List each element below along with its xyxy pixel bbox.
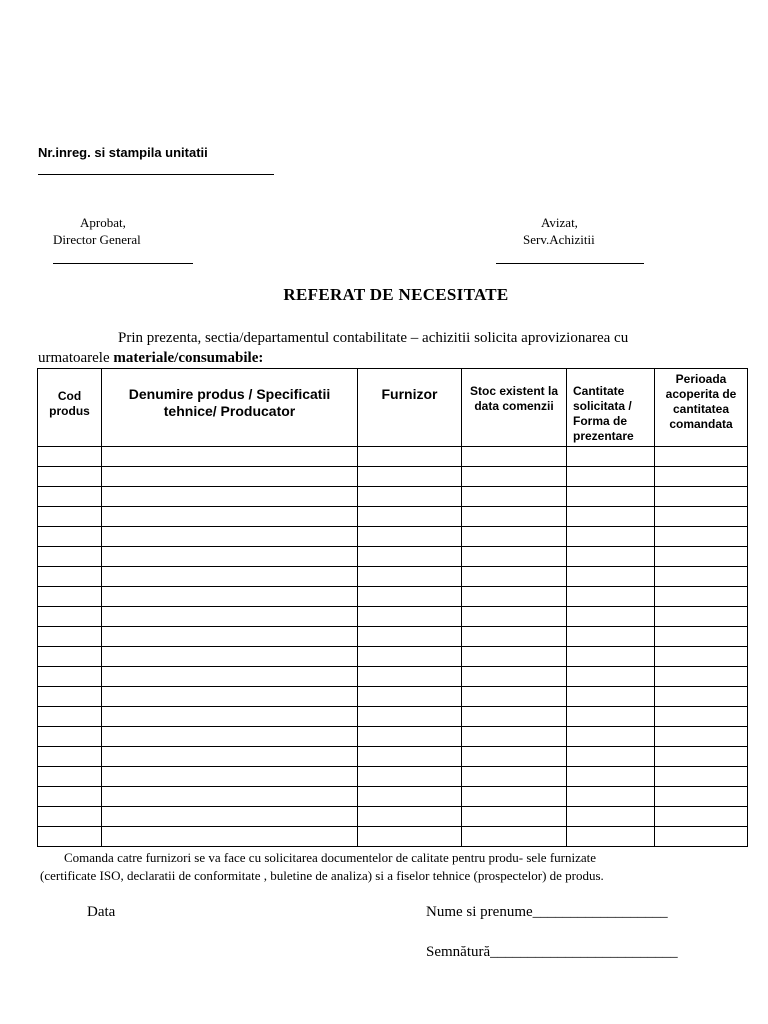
table-cell[interactable] — [462, 767, 567, 787]
table-row — [38, 727, 748, 747]
table-cell[interactable] — [358, 767, 462, 787]
table-cell[interactable] — [358, 527, 462, 547]
intro-line-2-prefix: urmatoarele — [38, 350, 114, 366]
table-cell[interactable] — [655, 447, 748, 467]
date-label: Data — [87, 904, 116, 920]
table-cell[interactable] — [462, 627, 567, 647]
table-header-row — [38, 369, 748, 447]
table-cell[interactable] — [567, 807, 655, 827]
table-cell[interactable] — [102, 607, 358, 627]
table-cell[interactable] — [567, 727, 655, 747]
signature-field-label: Semnătură_________________________ — [426, 944, 678, 960]
table-cell[interactable] — [655, 827, 748, 847]
table-cell[interactable] — [655, 547, 748, 567]
table-cell[interactable] — [102, 647, 358, 667]
table-cell[interactable] — [655, 747, 748, 767]
table-row — [38, 487, 748, 507]
table-row — [38, 767, 748, 787]
table-cell[interactable] — [102, 567, 358, 587]
table-cell[interactable] — [358, 787, 462, 807]
table-cell[interactable] — [102, 627, 358, 647]
table-cell[interactable] — [567, 607, 655, 627]
table-cell[interactable] — [102, 787, 358, 807]
table-cell[interactable] — [102, 747, 358, 767]
table-cell[interactable] — [462, 567, 567, 587]
table-cell[interactable] — [358, 747, 462, 767]
table-cell[interactable] — [102, 487, 358, 507]
table-cell[interactable] — [655, 467, 748, 487]
table-cell[interactable] — [38, 727, 102, 747]
table-cell[interactable] — [567, 747, 655, 767]
table-cell[interactable] — [567, 467, 655, 487]
table-cell[interactable] — [38, 547, 102, 567]
table-cell[interactable] — [462, 587, 567, 607]
column-header-code: Cod produs — [38, 369, 102, 447]
table-cell[interactable] — [38, 707, 102, 727]
table-cell[interactable] — [567, 507, 655, 527]
table-cell[interactable] — [655, 687, 748, 707]
table-cell[interactable] — [462, 807, 567, 827]
intro-line-2 — [38, 350, 263, 367]
table-cell[interactable] — [655, 707, 748, 727]
table-cell[interactable] — [102, 767, 358, 787]
table-cell[interactable] — [38, 787, 102, 807]
endorsed-label: Avizat, — [541, 215, 578, 230]
column-header-quantity: Cantitate solicitata / Forma de prezentare — [567, 369, 655, 447]
table-row — [38, 647, 748, 667]
table-cell[interactable] — [102, 807, 358, 827]
table-cell[interactable] — [655, 567, 748, 587]
table-cell[interactable] — [38, 807, 102, 827]
table-cell[interactable] — [38, 827, 102, 847]
table-cell[interactable] — [358, 727, 462, 747]
table-cell[interactable] — [567, 687, 655, 707]
table-cell[interactable] — [38, 467, 102, 487]
name-field-label: Nume si prenume__________________ — [426, 904, 668, 920]
table-cell[interactable] — [655, 787, 748, 807]
table-cell[interactable] — [567, 527, 655, 547]
column-header-period: Perioada acoperita de cantitatea comandata — [655, 369, 748, 447]
table-row — [38, 827, 748, 847]
table-cell[interactable] — [38, 587, 102, 607]
table-row — [38, 627, 748, 647]
table-cell[interactable] — [655, 487, 748, 507]
table-cell[interactable] — [38, 647, 102, 667]
table-cell[interactable] — [358, 667, 462, 687]
table-cell[interactable] — [567, 567, 655, 587]
registration-label: Nr.inreg. si stampila unitatii — [38, 145, 208, 160]
table-cell[interactable] — [38, 567, 102, 587]
table-cell[interactable] — [38, 667, 102, 687]
table-cell[interactable] — [655, 727, 748, 747]
table-cell[interactable] — [462, 687, 567, 707]
table-cell[interactable] — [38, 627, 102, 647]
table-cell[interactable] — [567, 707, 655, 727]
table-cell[interactable] — [567, 627, 655, 647]
table-cell[interactable] — [567, 767, 655, 787]
intro-line-2-bold: materiale/consumabile: — [113, 350, 264, 366]
table-cell[interactable] — [462, 527, 567, 547]
approved-label: Aprobat, — [80, 215, 126, 230]
column-header-stock: Stoc existent la data comenzii — [462, 369, 567, 447]
table-cell[interactable] — [358, 467, 462, 487]
table-row — [38, 447, 748, 467]
procurement-signature-line — [496, 263, 644, 264]
table-cell[interactable] — [655, 667, 748, 687]
table-row — [38, 687, 748, 707]
table-cell[interactable] — [358, 627, 462, 647]
table-cell[interactable] — [102, 667, 358, 687]
table-cell[interactable] — [102, 447, 358, 467]
table-cell[interactable] — [567, 547, 655, 567]
table-cell[interactable] — [567, 787, 655, 807]
table-cell[interactable] — [462, 507, 567, 527]
table-cell[interactable] — [655, 507, 748, 527]
table-row — [38, 787, 748, 807]
table-cell[interactable] — [102, 687, 358, 707]
column-header-supplier: Furnizor — [358, 369, 462, 447]
table-cell[interactable] — [102, 467, 358, 487]
table-cell[interactable] — [567, 667, 655, 687]
table-row — [38, 567, 748, 587]
table-cell[interactable] — [358, 587, 462, 607]
table-cell[interactable] — [358, 447, 462, 467]
table-cell[interactable] — [655, 807, 748, 827]
table-cell[interactable] — [102, 727, 358, 747]
table-cell[interactable] — [102, 547, 358, 567]
items-table — [37, 368, 748, 847]
table-cell[interactable] — [462, 447, 567, 467]
table-cell[interactable] — [567, 587, 655, 607]
table-cell[interactable] — [358, 827, 462, 847]
footer-note-line-1: Comanda catre furnizori se va face cu solicitarea documentelor de calitate pentru produ- sele furnizate — [64, 850, 597, 865]
column-header-product: Denumire produs / Specificatii tehnice/ Producator — [102, 369, 358, 447]
table-cell[interactable] — [38, 767, 102, 787]
table-row — [38, 547, 748, 567]
table-cell[interactable] — [567, 447, 655, 467]
table-cell[interactable] — [462, 487, 567, 507]
table-cell[interactable] — [358, 707, 462, 727]
table-cell[interactable] — [102, 527, 358, 547]
table-row — [38, 807, 748, 827]
director-general-label: Director General — [53, 232, 141, 247]
table-cell[interactable] — [462, 647, 567, 667]
table-cell[interactable] — [358, 507, 462, 527]
table-cell[interactable] — [102, 587, 358, 607]
table-cell[interactable] — [38, 687, 102, 707]
table-cell[interactable] — [38, 607, 102, 627]
table-cell[interactable] — [358, 647, 462, 667]
table-row — [38, 607, 748, 627]
table-cell[interactable] — [358, 567, 462, 587]
director-signature-line — [53, 263, 193, 264]
table-row — [38, 667, 748, 687]
table-cell[interactable] — [102, 507, 358, 527]
table-cell[interactable] — [38, 447, 102, 467]
footer-note-line-2: (certificate ISO, declaratii de conformitate , buletine de analiza) si a fiselor tehnice (prospectelor) de produs. — [40, 868, 604, 883]
table-row — [38, 747, 748, 767]
table-row — [38, 707, 748, 727]
table-cell[interactable] — [655, 647, 748, 667]
table-row — [38, 507, 748, 527]
table-cell[interactable] — [38, 507, 102, 527]
document-title: REFERAT DE NECESITATE — [283, 285, 509, 304]
table-cell[interactable] — [462, 787, 567, 807]
table-cell[interactable] — [358, 547, 462, 567]
table-row — [38, 527, 748, 547]
table-cell[interactable] — [567, 827, 655, 847]
table-cell[interactable] — [38, 487, 102, 507]
table-cell[interactable] — [102, 707, 358, 727]
table-cell[interactable] — [358, 487, 462, 507]
table-cell[interactable] — [462, 747, 567, 767]
table-cell[interactable] — [462, 467, 567, 487]
table-cell[interactable] — [462, 667, 567, 687]
table-cell[interactable] — [358, 807, 462, 827]
table-cell[interactable] — [38, 747, 102, 767]
table-cell[interactable] — [102, 827, 358, 847]
table-cell[interactable] — [567, 647, 655, 667]
intro-line-1: Prin prezenta, sectia/departamentul contabilitate – achizitii solicita aprovizionarea cu — [118, 330, 629, 346]
table-cell[interactable] — [358, 687, 462, 707]
table-cell[interactable] — [462, 707, 567, 727]
procurement-dept-label: Serv.Achizitii — [523, 232, 595, 247]
table-cell[interactable] — [655, 587, 748, 607]
table-cell[interactable] — [655, 767, 748, 787]
table-cell[interactable] — [655, 607, 748, 627]
table-cell[interactable] — [38, 527, 102, 547]
table-cell[interactable] — [655, 627, 748, 647]
table-cell[interactable] — [655, 527, 748, 547]
table-cell[interactable] — [462, 727, 567, 747]
table-cell[interactable] — [462, 607, 567, 627]
registration-line — [38, 174, 274, 175]
table-cell[interactable] — [358, 607, 462, 627]
table-row — [38, 467, 748, 487]
table-cell[interactable] — [462, 827, 567, 847]
table-cell[interactable] — [567, 487, 655, 507]
table-row — [38, 587, 748, 607]
table-cell[interactable] — [462, 547, 567, 567]
